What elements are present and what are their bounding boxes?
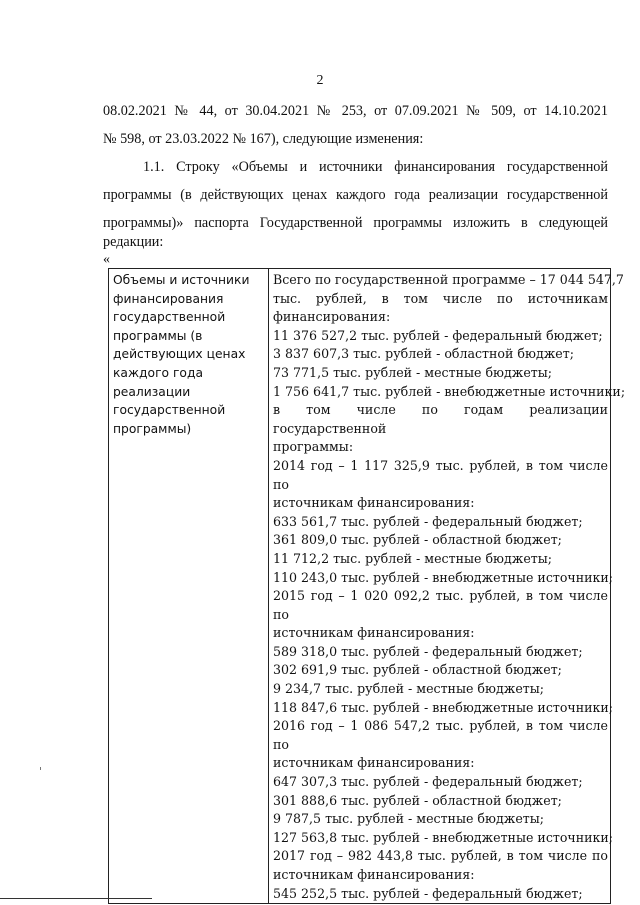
funding-line: 589 318,0 тыс. рублей - федеральный бюджет;: [273, 643, 583, 659]
funding-line: 3 837 607,3 тыс. рублей - областной бюджет;: [273, 346, 574, 362]
item-line-4: редакции:: [103, 234, 164, 250]
intro-line-1: 08.02.2021 № 44, от 30.04.2021 № 253, от 07.09.2021 № 509, от 14.10.2021: [103, 103, 608, 119]
row-label-line: государственной: [113, 310, 226, 325]
funding-line: источникам финансирования:: [273, 495, 475, 511]
opening-quote: «: [103, 252, 110, 267]
passport-table: [108, 268, 626, 904]
row-label-line: финансирования: [113, 291, 224, 306]
row-label-line: Объемы и источники: [113, 273, 250, 287]
funding-line: финансирования:: [273, 309, 391, 325]
funding-line: 11 712,2 тыс. рублей - местные бюджеты;: [273, 550, 553, 566]
funding-line: источникам финансирования:: [273, 625, 475, 641]
page-number: 2: [316, 73, 324, 88]
row-label-line: действующих ценах: [113, 347, 246, 362]
funding-line: тыс. рублей, в том числе по источникам: [273, 290, 608, 306]
funding-line: 2017 год – 982 443,8 тыс. рублей, в том числе по: [273, 848, 608, 864]
row-label-line: каждого года: [113, 365, 203, 380]
funding-line: 118 847,6 тыс. рублей - внебюджетные источники;: [273, 699, 614, 715]
funding-line: 1 756 641,7 тыс. рублей - внебюджетные источники;: [273, 383, 626, 399]
intro-line-2: № 598, от 23.03.2022 № 167), следующие изменения:: [103, 131, 424, 147]
funding-line: 11 376 527,2 тыс. рублей - федеральный бюджет;: [273, 327, 603, 343]
funding-line: 545 252,5 тыс. рублей - федеральный бюджет;: [273, 885, 583, 901]
row-label-line: государственной: [113, 403, 226, 418]
footnote-rule: [0, 898, 152, 899]
margin-mark: [40, 767, 41, 770]
row-label-line: программы): [113, 421, 192, 436]
funding-line: 361 809,0 тыс. рублей - областной бюджет;: [273, 532, 562, 548]
funding-line: 301 888,6 тыс. рублей - областной бюджет;: [273, 792, 562, 808]
funding-line: Всего по государственной программе – 17 044 547,7: [273, 272, 624, 287]
funding-line: 9 234,7 тыс. рублей - местные бюджеты;: [273, 681, 544, 697]
item-line-1: 1.1. Строку «Объемы и источники финансирования государственной: [143, 159, 608, 175]
item-line-2: программы (в действующих ценах каждого года реализации государственной: [103, 187, 608, 203]
row-label-line: программы (в: [113, 328, 203, 343]
item-line-3: программы)» паспорта Государственной программы изложить в следующей: [103, 215, 608, 231]
funding-line: 127 563,8 тыс. рублей - внебюджетные источники;: [273, 829, 614, 845]
funding-line: в том числе по годам реализации государственной: [273, 402, 608, 436]
funding-line: источникам финансирования:: [273, 867, 475, 882]
table-row: [109, 269, 611, 904]
row-value-cell: [269, 269, 626, 904]
funding-line: 2016 год – 1 086 547,2 тыс. рублей, в том числе по: [273, 718, 608, 752]
row-label-cell: [109, 269, 269, 904]
funding-line: 73 771,5 тыс. рублей - местные бюджеты;: [273, 364, 553, 380]
funding-line: 2014 год – 1 117 325,9 тыс. рублей, в том числе по: [273, 457, 608, 492]
row-label-line: реализации: [113, 384, 191, 399]
funding-line: 647 307,3 тыс. рублей - федеральный бюджет;: [273, 774, 583, 790]
funding-line: 9 787,5 тыс. рублей - местные бюджеты;: [273, 811, 544, 827]
funding-line: 110 243,0 тыс. рублей - внебюджетные источники;: [273, 569, 614, 585]
funding-line: 2015 год – 1 020 092,2 тыс. рублей, в том числе по: [273, 588, 608, 622]
funding-line: источникам финансирования:: [273, 755, 475, 771]
funding-line: 633 561,7 тыс. рублей - федеральный бюджет;: [273, 513, 583, 529]
funding-line: программы:: [273, 439, 354, 455]
funding-line: 302 691,9 тыс. рублей - областной бюджет;: [273, 662, 562, 678]
